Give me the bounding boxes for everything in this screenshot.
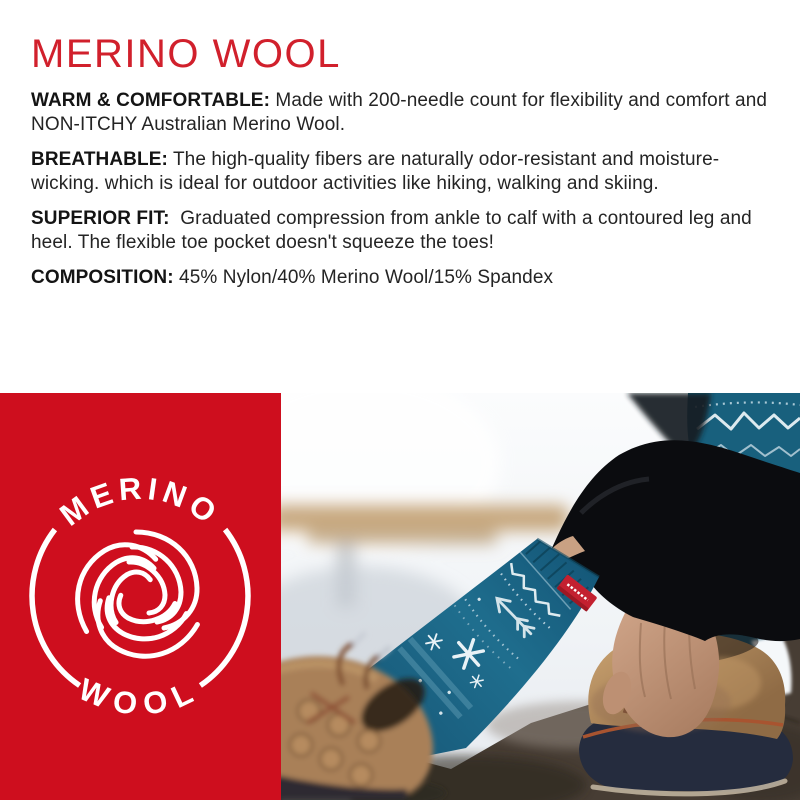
merino-wool-badge <box>0 393 281 800</box>
badge-ring <box>32 530 248 686</box>
badge-text-bottom <box>74 671 206 722</box>
brand-panel <box>0 393 281 800</box>
feature-warm-label: WARM & COMFORTABLE: <box>31 90 271 111</box>
feature-superior-fit-label: SUPERIOR FIT: <box>31 208 170 229</box>
feature-composition <box>31 266 772 290</box>
feature-composition-text: 45% Nylon/40% Merino Wool/15% Spandex <box>179 267 554 288</box>
product-photo <box>281 393 800 800</box>
bottom-row <box>0 393 800 800</box>
feature-composition-label: COMPOSITION: <box>31 267 174 288</box>
wool-ball-icon <box>56 531 201 678</box>
feature-superior-fit-text: Graduated compression from ankle to calf with a contoured leg and heel. The flexible toe pocket doesn't squeeze the toes! <box>31 208 752 253</box>
photo-scene <box>281 393 800 800</box>
page-title: MERINO WOOL <box>31 32 341 76</box>
badge-text-top-path: MERINO <box>53 470 227 533</box>
feature-text-section <box>0 0 800 393</box>
feature-warm <box>31 89 772 137</box>
feature-superior-fit <box>31 207 772 255</box>
feature-warm-text: Made with 200-needle count for flexibility and comfort and NON-ITCHY Australian Merino Wool. <box>31 90 768 135</box>
badge-text-bottom-path: WOOL <box>73 671 207 723</box>
feature-breathable-text: The high-quality fibers are naturally odor-resistant and moisture-wicking. which is ideal for outdoor activities like hiking, walking and skiing. <box>31 149 720 194</box>
feature-breathable <box>31 148 772 196</box>
feature-breathable-label: BREATHABLE: <box>31 149 168 170</box>
badge-text-top <box>53 470 226 532</box>
